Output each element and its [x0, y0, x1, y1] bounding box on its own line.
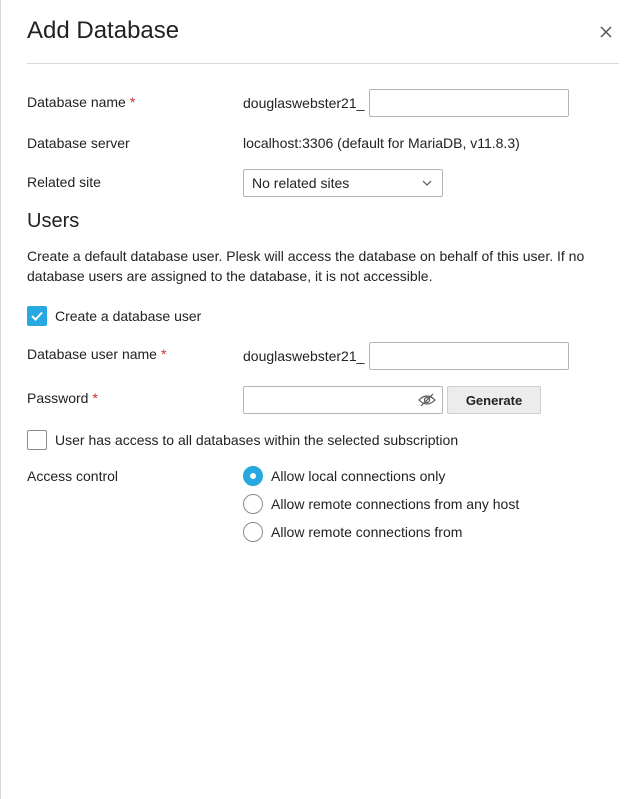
password-label: Password * — [27, 390, 98, 406]
database-user-name-label: Database user name * — [27, 346, 167, 362]
create-user-checkbox[interactable] — [27, 306, 47, 326]
close-icon[interactable] — [597, 23, 615, 41]
users-description: Create a default database user. Plesk will access the database on behalf of this user. If no database users are assigned to the database, it is not accessible. — [27, 248, 585, 284]
password-input[interactable] — [250, 387, 410, 413]
chevron-down-icon — [422, 178, 432, 188]
all-db-access-checkbox[interactable] — [27, 430, 47, 450]
access-control-label: Access control — [27, 468, 119, 484]
checkmark-icon — [28, 307, 46, 325]
eye-slash-icon[interactable] — [418, 393, 436, 407]
required-mark: * — [92, 390, 98, 406]
database-name-label: Database name * — [27, 94, 136, 110]
database-user-name-input[interactable] — [369, 342, 569, 370]
radio-remote-from[interactable] — [243, 522, 263, 542]
generate-password-button[interactable]: Generate — [447, 386, 541, 414]
database-server-label: Database server — [27, 135, 130, 151]
create-user-label: Create a database user — [55, 308, 202, 324]
related-site-value: No related sites — [252, 175, 350, 191]
header-divider — [27, 63, 619, 64]
required-mark: * — [129, 94, 136, 110]
radio-remote-any[interactable] — [243, 494, 263, 514]
dialog-title: Add Database — [27, 17, 180, 44]
database-name-input[interactable] — [369, 89, 569, 117]
radio-local-only[interactable] — [243, 466, 263, 486]
all-db-access-label: User has access to all databases within the selected subscription — [55, 432, 459, 448]
related-site-label: Related site — [27, 174, 101, 190]
required-mark: * — [160, 346, 167, 362]
database-name-prefix: douglaswebster21_ — [243, 95, 365, 111]
related-site-select[interactable] — [243, 169, 443, 197]
radio-remote-any-label: Allow remote connections from any host — [271, 496, 520, 512]
radio-local-only-label: Allow local connections only — [271, 468, 446, 484]
radio-remote-from-label: Allow remote connections from — [271, 524, 463, 540]
password-field[interactable] — [243, 386, 443, 414]
user-name-prefix: douglaswebster21_ — [243, 348, 365, 364]
database-server-value: localhost:3306 (default for MariaDB, v11.8.3) — [243, 135, 520, 151]
users-section-title: Users — [27, 210, 80, 232]
